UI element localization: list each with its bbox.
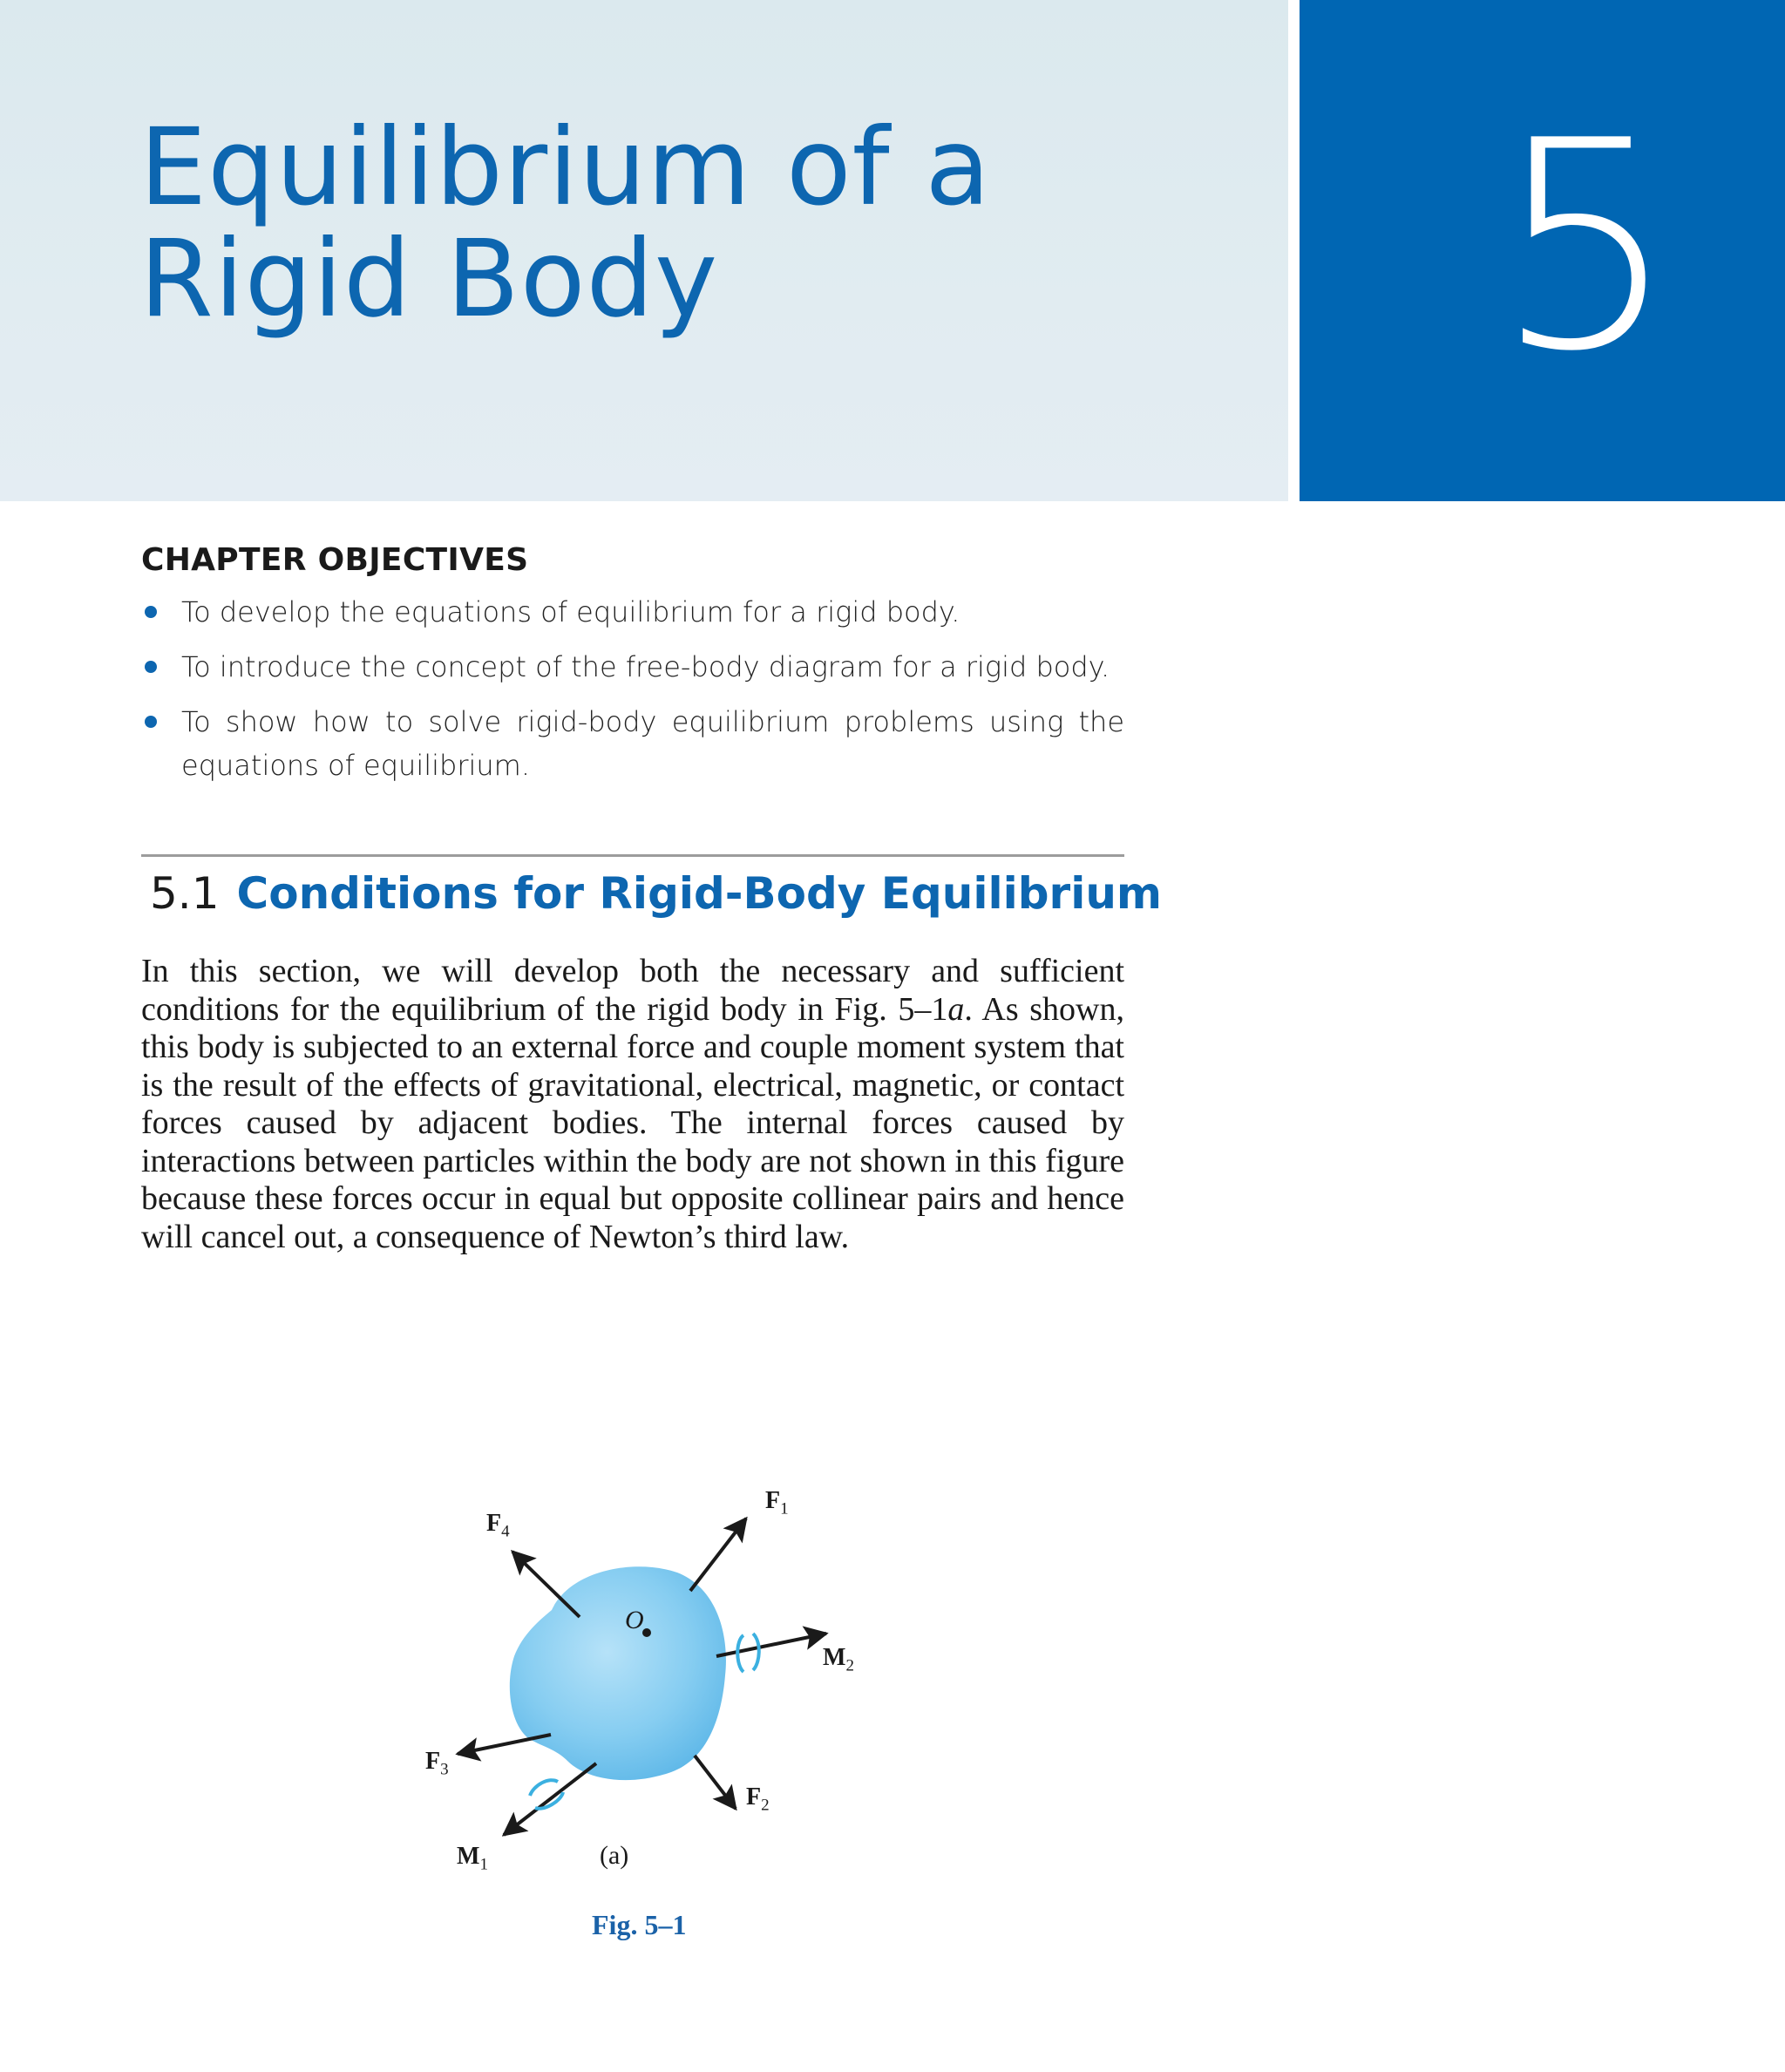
label-f1-main: F bbox=[765, 1487, 781, 1514]
label-f4-main: F bbox=[486, 1510, 502, 1537]
section-heading bbox=[150, 863, 1162, 924]
bullet-icon bbox=[145, 661, 157, 673]
chapter-title bbox=[139, 105, 992, 341]
label-f2 bbox=[746, 1783, 770, 1816]
label-m2-main: M bbox=[823, 1644, 846, 1671]
chapter-number-box bbox=[1300, 0, 1785, 501]
moment-m2-rotation-icon bbox=[737, 1635, 743, 1672]
bullet-icon bbox=[145, 606, 157, 618]
label-f1-sub: 1 bbox=[780, 1499, 789, 1518]
figure-caption: Fig. 5–1 bbox=[592, 1909, 687, 1940]
objectives-heading: CHAPTER OBJECTIVES bbox=[141, 542, 529, 578]
objectives-list bbox=[141, 590, 1124, 787]
figure-part-reference: a bbox=[947, 990, 965, 1028]
header-separator bbox=[1288, 0, 1300, 501]
body-text-start: In this section, we will develop both the necessary and sufficient conditions for the equilibrium of the rigid body in Fig. 5–1 bbox=[141, 953, 1124, 1028]
force-arrow-f4 bbox=[512, 1552, 580, 1617]
label-f3 bbox=[425, 1748, 449, 1780]
section-title: Conditions for Rigid-Body Equilibrium bbox=[236, 868, 1163, 919]
chapter-title-line-2: Rigid Body bbox=[139, 217, 719, 341]
label-m1-sub: 1 bbox=[479, 1855, 488, 1874]
label-f4-sub: 4 bbox=[501, 1522, 510, 1541]
section-body-paragraph bbox=[141, 953, 1124, 1256]
moment-m1-rotation-icon bbox=[530, 1780, 558, 1796]
moment-arrow-m2 bbox=[716, 1634, 826, 1656]
free-body-diagram bbox=[383, 1482, 906, 1900]
chapter-number: 5 bbox=[1494, 79, 1678, 414]
body-text-end: . As shown, this body is subjected to an external force and couple moment system that is the result of the effects of gravitational, electrical, magnetic, or contact forces caused by adjacent bodies. The internal forces caused by interactions between particles within the body are not shown in this figure because these forces occur in equal but opposite collinear pairs and hence will cancel out, a consequence of Newton’s third law. bbox=[141, 990, 1124, 1255]
label-f3-sub: 3 bbox=[440, 1760, 449, 1779]
chapter-header-band bbox=[0, 0, 1288, 501]
chapter-objectives bbox=[141, 542, 1124, 798]
rigid-body-shape bbox=[510, 1566, 726, 1780]
label-f1 bbox=[765, 1487, 789, 1519]
section-number: 5.1 bbox=[150, 868, 220, 919]
label-m1 bbox=[457, 1843, 488, 1875]
objective-item bbox=[141, 645, 1124, 689]
objective-item bbox=[141, 700, 1124, 787]
label-f3-main: F bbox=[425, 1748, 441, 1775]
bullet-icon bbox=[145, 716, 157, 728]
subfigure-label: (a) bbox=[600, 1841, 629, 1870]
label-f2-sub: 2 bbox=[761, 1796, 770, 1815]
label-f4 bbox=[486, 1510, 510, 1542]
section-divider bbox=[141, 854, 1124, 857]
chapter-title-line-1: Equilibrium of a bbox=[139, 105, 992, 229]
moment-arrow-m1 bbox=[504, 1763, 596, 1835]
objective-item bbox=[141, 590, 1124, 634]
figure-5-1 bbox=[383, 1482, 906, 1940]
label-m2 bbox=[823, 1644, 854, 1676]
moment-m2-rotation-icon bbox=[753, 1634, 759, 1670]
force-arrow-f2 bbox=[695, 1756, 736, 1809]
force-arrow-f1 bbox=[690, 1518, 746, 1591]
objective-text: To introduce the concept of the free-body diagram for a rigid body. bbox=[181, 650, 1110, 683]
label-f2-main: F bbox=[746, 1783, 762, 1810]
label-m1-main: M bbox=[457, 1843, 480, 1870]
label-point-o: O bbox=[625, 1606, 644, 1634]
objective-text: To develop the equations of equilibrium for a rigid body. bbox=[181, 595, 960, 628]
objective-text: To show how to solve rigid-body equilibrium problems using the equations of equilibrium. bbox=[181, 705, 1124, 782]
force-arrow-f3 bbox=[458, 1735, 551, 1754]
label-m2-sub: 2 bbox=[845, 1656, 854, 1675]
